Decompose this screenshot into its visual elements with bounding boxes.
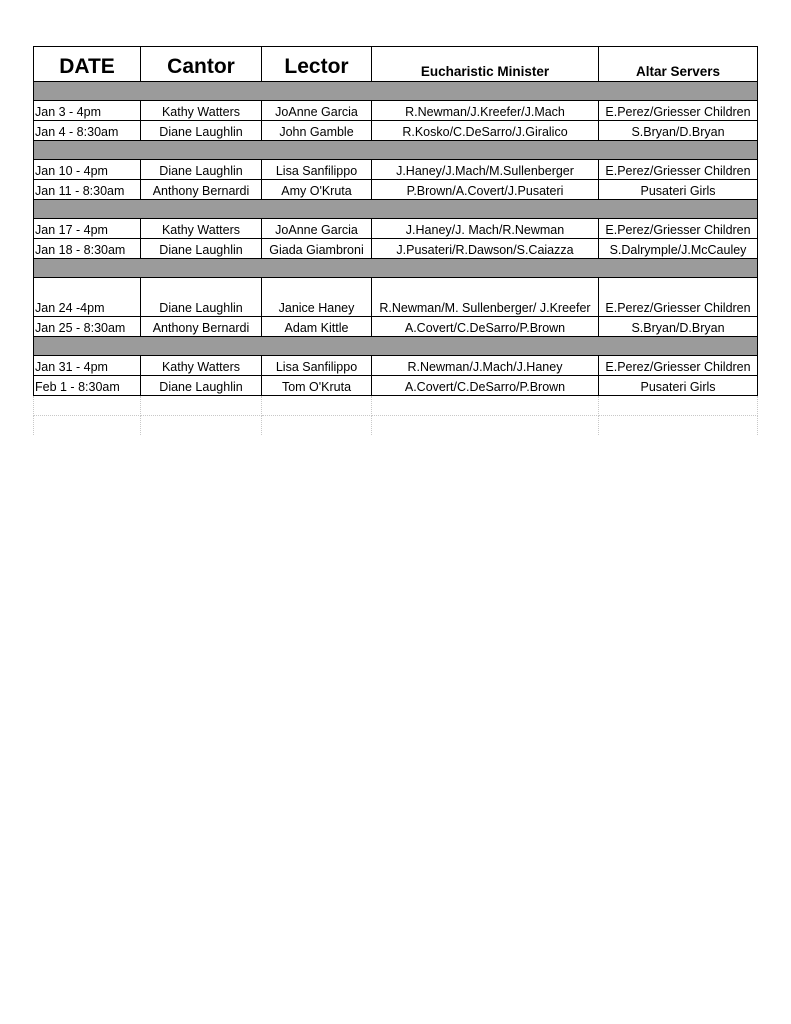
header-cantor: Cantor (141, 47, 262, 82)
cantor-cell: Kathy Watters (141, 356, 262, 376)
date-cell: Jan 25 - 8:30am (34, 317, 141, 337)
empty-cell (372, 416, 599, 436)
eucharistic-cell: R.Newman/J.Kreefer/J.Mach (372, 101, 599, 121)
separator-cell (34, 337, 758, 356)
altar-cell: Pusateri Girls (599, 376, 758, 396)
cantor-cell: Diane Laughlin (141, 278, 262, 317)
lector-cell: Giada Giambroni (262, 239, 372, 259)
altar-cell: S.Bryan/D.Bryan (599, 121, 758, 141)
header-eucharistic-minister: Eucharistic Minister (372, 47, 599, 82)
date-cell: Jan 10 - 4pm (34, 160, 141, 180)
header-date: DATE (34, 47, 141, 82)
table-row (34, 160, 758, 180)
cantor-cell: Kathy Watters (141, 101, 262, 121)
separator-row (34, 141, 758, 160)
empty-cell (262, 396, 372, 416)
eucharistic-cell: R.Kosko/C.DeSarro/J.Giralico (372, 121, 599, 141)
empty-cell (34, 416, 141, 436)
separator-row (34, 337, 758, 356)
schedule-table (33, 46, 758, 435)
header-lector: Lector (262, 47, 372, 82)
date-cell: Jan 17 - 4pm (34, 219, 141, 239)
lector-cell: Adam Kittle (262, 317, 372, 337)
table-row (34, 180, 758, 200)
cantor-cell: Diane Laughlin (141, 239, 262, 259)
date-cell: Jan 4 - 8:30am (34, 121, 141, 141)
lector-cell: John Gamble (262, 121, 372, 141)
table-row (34, 219, 758, 239)
cantor-cell: Diane Laughlin (141, 376, 262, 396)
date-cell: Jan 31 - 4pm (34, 356, 141, 376)
altar-cell: E.Perez/Griesser Children (599, 160, 758, 180)
eucharistic-cell: J.Pusateri/R.Dawson/S.Caiazza (372, 239, 599, 259)
eucharistic-cell: P.Brown/A.Covert/J.Pusateri (372, 180, 599, 200)
altar-cell: E.Perez/Griesser Children (599, 356, 758, 376)
table-row (34, 239, 758, 259)
empty-cell (141, 396, 262, 416)
cantor-cell: Kathy Watters (141, 219, 262, 239)
empty-cell (599, 416, 758, 436)
altar-cell: S.Dalrymple/J.McCauley (599, 239, 758, 259)
altar-cell: E.Perez/Griesser Children (599, 278, 758, 317)
date-cell: Jan 3 - 4pm (34, 101, 141, 121)
lector-cell: JoAnne Garcia (262, 101, 372, 121)
cantor-cell: Anthony Bernardi (141, 317, 262, 337)
empty-row (34, 416, 758, 436)
separator-row (34, 200, 758, 219)
empty-cell (262, 416, 372, 436)
empty-cell (599, 396, 758, 416)
lector-cell: JoAnne Garcia (262, 219, 372, 239)
altar-cell: Pusateri Girls (599, 180, 758, 200)
cantor-cell: Diane Laughlin (141, 121, 262, 141)
date-cell: Feb 1 - 8:30am (34, 376, 141, 396)
eucharistic-cell: J.Haney/J.Mach/M.Sullenberger (372, 160, 599, 180)
cantor-cell: Anthony Bernardi (141, 180, 262, 200)
eucharistic-cell: R.Newman/J.Mach/J.Haney (372, 356, 599, 376)
lector-cell: Tom O'Kruta (262, 376, 372, 396)
empty-cell (34, 396, 141, 416)
table-row (34, 121, 758, 141)
header-row (34, 47, 758, 82)
altar-cell: E.Perez/Griesser Children (599, 101, 758, 121)
separator-row (34, 259, 758, 278)
eucharistic-cell: A.Covert/C.DeSarro/P.Brown (372, 376, 599, 396)
empty-row (34, 396, 758, 416)
eucharistic-cell: R.Newman/M. Sullenberger/ J.Kreefer (372, 278, 599, 317)
cantor-cell: Diane Laughlin (141, 160, 262, 180)
table-row (34, 101, 758, 121)
lector-cell: Janice Haney (262, 278, 372, 317)
date-cell: Jan 24 -4pm (34, 278, 141, 317)
separator-row (34, 82, 758, 101)
separator-cell (34, 141, 758, 160)
table-row (34, 278, 758, 317)
table-row (34, 356, 758, 376)
lector-cell: Lisa Sanfilippo (262, 356, 372, 376)
table-row (34, 317, 758, 337)
eucharistic-cell: J.Haney/J. Mach/R.Newman (372, 219, 599, 239)
header-altar-servers: Altar Servers (599, 47, 758, 82)
empty-cell (372, 396, 599, 416)
separator-cell (34, 200, 758, 219)
lector-cell: Lisa Sanfilippo (262, 160, 372, 180)
date-cell: Jan 11 - 8:30am (34, 180, 141, 200)
date-cell: Jan 18 - 8:30am (34, 239, 141, 259)
altar-cell: E.Perez/Griesser Children (599, 219, 758, 239)
eucharistic-cell: A.Covert/C.DeSarro/P.Brown (372, 317, 599, 337)
separator-cell (34, 259, 758, 278)
table-row (34, 376, 758, 396)
empty-cell (141, 416, 262, 436)
lector-cell: Amy O'Kruta (262, 180, 372, 200)
separator-cell (34, 82, 758, 101)
altar-cell: S.Bryan/D.Bryan (599, 317, 758, 337)
